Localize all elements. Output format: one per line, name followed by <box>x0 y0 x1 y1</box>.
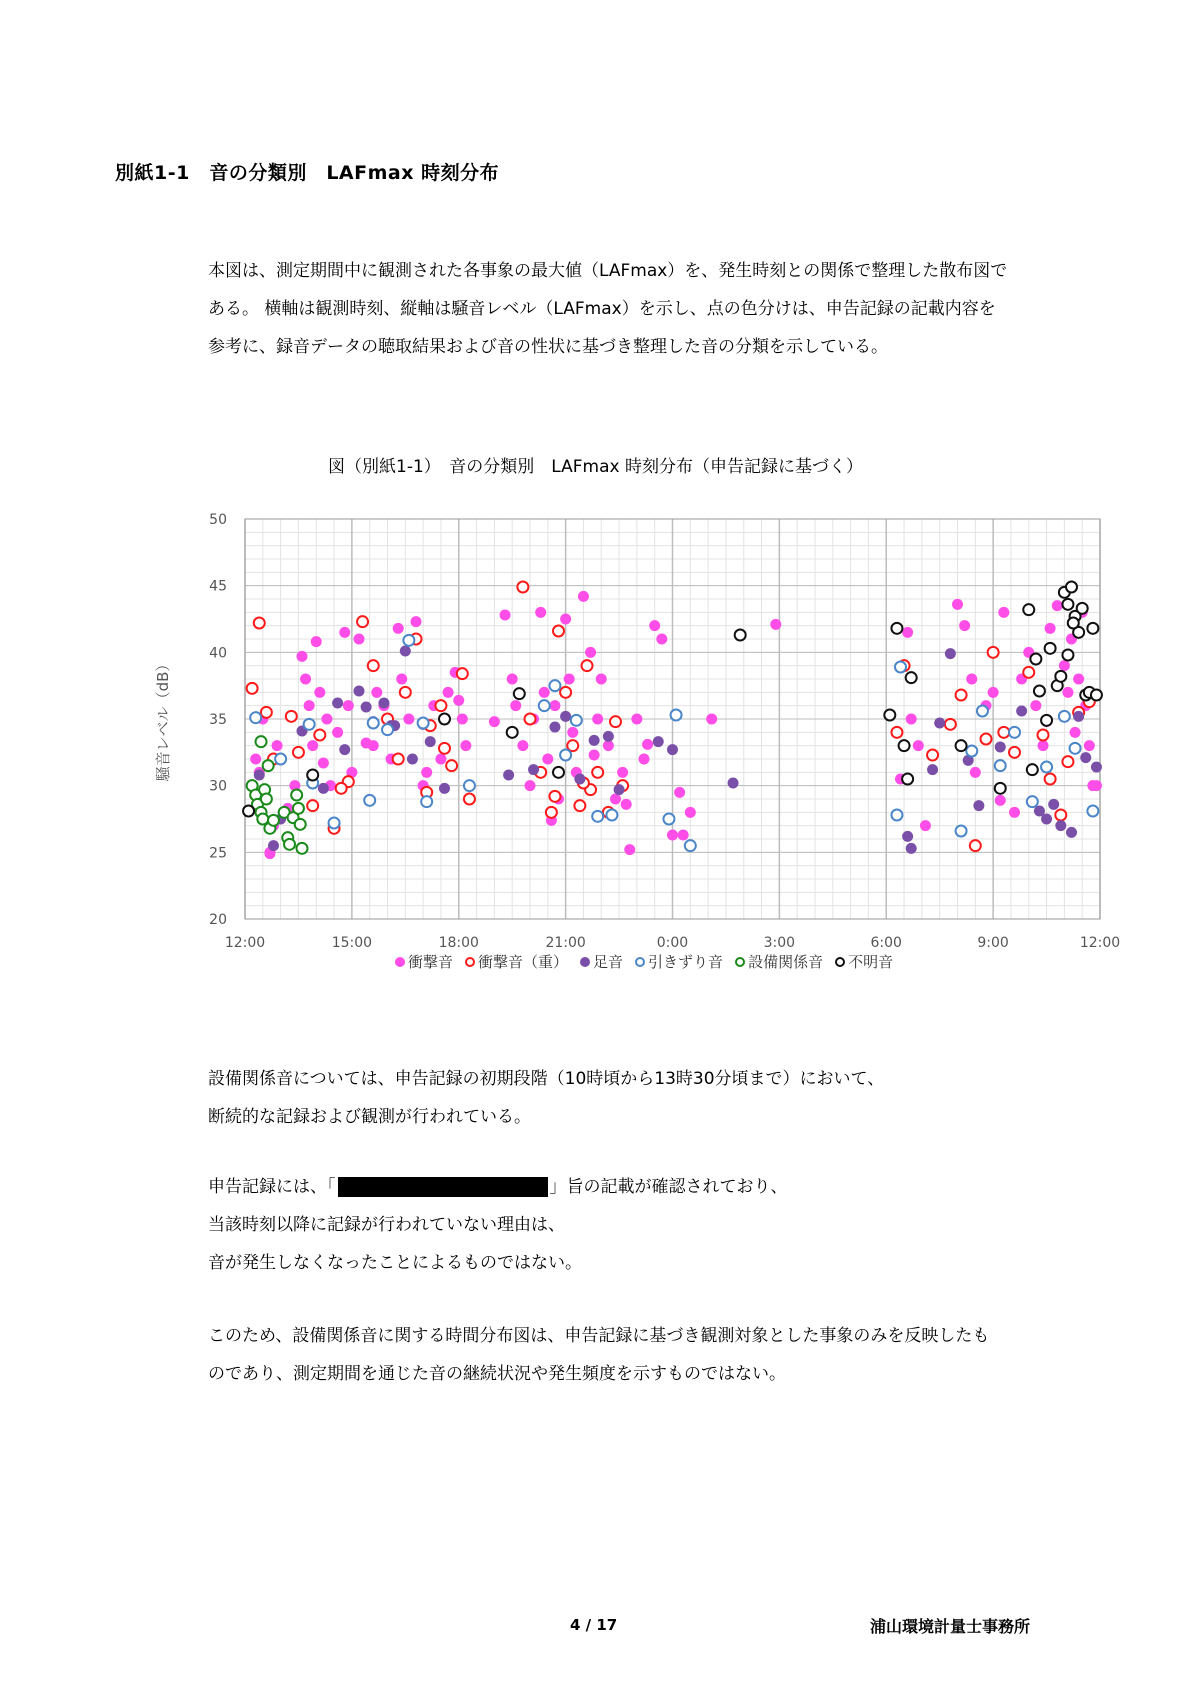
data-point-series-1 <box>293 747 304 758</box>
data-point-series-0 <box>435 754 446 765</box>
data-point-series-3 <box>606 810 617 821</box>
redaction-bar <box>338 1177 548 1197</box>
data-point-series-0 <box>403 714 414 725</box>
data-point-series-4 <box>291 790 302 801</box>
data-point-series-2 <box>667 744 678 755</box>
data-point-series-2 <box>549 722 560 733</box>
data-point-series-2 <box>973 800 984 811</box>
data-point-series-0 <box>913 740 924 751</box>
data-point-series-0 <box>560 614 571 625</box>
data-point-series-0 <box>300 674 311 685</box>
y-tick-label: 40 <box>209 645 227 662</box>
data-point-series-3 <box>1059 711 1070 722</box>
data-point-series-3 <box>1009 727 1020 738</box>
data-point-series-5 <box>1023 604 1034 615</box>
data-point-series-5 <box>439 714 450 725</box>
data-point-series-0 <box>517 740 528 751</box>
intro-line: 本図は、測定期間中に観測された各事象の最大値（LAFmax）を、発生時刻との関係で整理した散布図で <box>208 261 1008 281</box>
data-point-series-0 <box>361 738 372 749</box>
data-point-series-1 <box>1038 730 1049 741</box>
data-point-series-0 <box>920 820 931 831</box>
data-point-series-0 <box>1009 807 1020 818</box>
data-point-series-0 <box>592 714 603 725</box>
data-point-series-5 <box>995 783 1006 794</box>
x-tick-label: 18:00 <box>438 935 479 951</box>
data-point-series-0 <box>1052 600 1063 611</box>
data-point-series-5 <box>1077 603 1088 614</box>
legend-item <box>465 951 568 972</box>
data-point-series-2 <box>653 736 664 747</box>
data-point-series-0 <box>674 787 685 798</box>
data-point-series-5 <box>307 770 318 781</box>
data-point-series-2 <box>934 718 945 729</box>
data-point-series-0 <box>1038 740 1049 751</box>
data-point-series-5 <box>1045 643 1056 654</box>
y-tick-label: 50 <box>209 512 227 528</box>
data-point-series-3 <box>1087 806 1098 817</box>
data-point-series-0 <box>314 687 325 698</box>
data-point-series-1 <box>981 734 992 745</box>
data-point-series-5 <box>1055 671 1066 682</box>
data-point-series-0 <box>1070 727 1081 738</box>
record-paragraph <box>208 1168 1108 1282</box>
data-point-series-0 <box>453 695 464 706</box>
data-point-series-0 <box>959 620 970 631</box>
data-point-series-3 <box>685 840 696 851</box>
data-point-series-3 <box>571 715 582 726</box>
conclusion-line: のであり、測定期間を通じた音の継続状況や発生頻度を示すものではない。 <box>208 1364 786 1384</box>
data-point-series-1 <box>368 660 379 671</box>
data-point-series-0 <box>585 647 596 658</box>
data-point-series-0 <box>667 830 678 841</box>
data-point-series-1 <box>336 783 347 794</box>
data-point-series-5 <box>1062 599 1073 610</box>
data-point-series-1 <box>546 807 557 818</box>
data-point-series-3 <box>250 712 261 723</box>
data-point-series-1 <box>439 743 450 754</box>
chart-title: 図（別紙1-1） 音の分類別 LAFmax 時刻分布（申告記録に基づく） <box>328 457 863 477</box>
data-point-series-2 <box>906 843 917 854</box>
data-point-series-2 <box>400 646 411 657</box>
record-line-1-after: 」旨の記載が確認されており、 <box>549 1177 788 1197</box>
data-point-series-2 <box>425 736 436 747</box>
data-point-series-2 <box>603 731 614 742</box>
data-point-series-2 <box>995 742 1006 753</box>
data-point-series-5 <box>899 740 910 751</box>
data-point-series-5 <box>1030 654 1041 665</box>
data-point-series-0 <box>649 620 660 631</box>
data-point-series-0 <box>642 739 653 750</box>
data-point-series-0 <box>1062 687 1073 698</box>
legend-label: 足音 <box>593 953 624 971</box>
data-point-series-3 <box>549 680 560 691</box>
legend-item <box>395 951 453 972</box>
data-point-series-3 <box>891 810 902 821</box>
data-point-series-2 <box>254 770 265 781</box>
equipment-paragraph <box>208 1060 1108 1136</box>
data-point-series-0 <box>443 687 454 698</box>
data-point-series-3 <box>364 795 375 806</box>
data-point-series-1 <box>247 683 258 694</box>
data-point-series-1 <box>592 767 603 778</box>
data-point-series-1 <box>1062 756 1073 767</box>
y-tick-label: 25 <box>209 845 227 862</box>
data-point-series-2 <box>945 648 956 659</box>
data-point-series-2 <box>927 764 938 775</box>
x-tick-label: 6:00 <box>870 935 902 951</box>
legend-label: 不明音 <box>848 953 894 971</box>
data-point-series-5 <box>1034 686 1045 697</box>
data-point-series-1 <box>400 687 411 698</box>
data-point-series-0 <box>1084 740 1095 751</box>
data-point-series-3 <box>671 710 682 721</box>
legend-item <box>835 951 893 972</box>
legend-marker-icon <box>735 957 745 967</box>
data-point-series-5 <box>507 727 518 738</box>
data-point-series-0 <box>500 610 511 621</box>
y-tick-label: 30 <box>209 778 227 795</box>
data-point-series-5 <box>902 774 913 785</box>
data-point-series-2 <box>614 784 625 795</box>
data-point-series-1 <box>927 750 938 761</box>
data-point-series-0 <box>542 754 553 765</box>
data-point-series-1 <box>956 690 967 701</box>
data-point-series-2 <box>1048 799 1059 810</box>
x-tick-label: 15:00 <box>331 935 373 951</box>
data-point-series-3 <box>304 719 315 730</box>
data-point-series-1 <box>560 687 571 698</box>
data-point-series-1 <box>970 840 981 851</box>
data-point-series-2 <box>902 831 913 842</box>
data-point-series-1 <box>574 800 585 811</box>
data-point-series-0 <box>902 627 913 638</box>
data-point-series-5 <box>735 630 746 641</box>
data-point-series-4 <box>295 819 306 830</box>
data-point-series-0 <box>639 754 650 765</box>
intro-line: ある。 横軸は観測時刻、縦軸は騒音レベル（LAFmax）を示し、点の色分けは、申告記録の記載内容を <box>208 299 996 319</box>
x-tick-label: 3:00 <box>763 935 796 951</box>
page-heading: 別紙1-1 音の分類別 LAFmax 時刻分布 <box>115 162 500 184</box>
data-point-series-1 <box>891 727 902 738</box>
legend-item <box>635 951 723 972</box>
data-point-series-1 <box>517 582 528 593</box>
x-tick-label: 21:00 <box>545 935 586 951</box>
data-point-series-2 <box>1016 706 1027 717</box>
data-point-series-4 <box>256 736 267 747</box>
chart-legend <box>395 951 893 972</box>
data-point-series-0 <box>617 767 628 778</box>
record-line-3: 音が発生しなくなったことによるものではない。 <box>208 1253 582 1273</box>
conclusion-paragraph <box>208 1317 1108 1393</box>
data-point-series-0 <box>678 830 689 841</box>
data-point-series-3 <box>1027 796 1038 807</box>
data-point-series-1 <box>525 714 536 725</box>
data-point-series-3 <box>592 811 603 822</box>
data-point-series-1 <box>357 616 368 627</box>
data-point-series-0 <box>578 591 589 602</box>
record-line-1-before: 申告記録には、「 <box>208 1177 336 1197</box>
data-point-series-5 <box>514 688 525 699</box>
legend-marker-icon <box>465 957 475 967</box>
data-point-series-3 <box>421 796 432 807</box>
data-point-series-4 <box>261 794 272 805</box>
equipment-line: 断続的な記録および観測が行われている。 <box>208 1107 531 1127</box>
data-point-series-0 <box>549 700 560 711</box>
y-tick-label: 35 <box>209 712 227 728</box>
data-point-series-0 <box>770 619 781 630</box>
data-point-series-5 <box>243 806 254 817</box>
data-point-series-1 <box>446 760 457 771</box>
data-point-series-0 <box>411 616 422 627</box>
data-point-series-3 <box>895 662 906 673</box>
data-point-series-4 <box>284 839 295 850</box>
data-point-series-0 <box>307 740 318 751</box>
data-point-series-0 <box>1059 660 1070 671</box>
data-point-series-0 <box>457 714 468 725</box>
x-tick-label: 9:00 <box>977 935 1009 951</box>
data-point-series-3 <box>418 718 429 729</box>
data-point-series-0 <box>621 799 632 810</box>
data-point-series-0 <box>995 795 1006 806</box>
data-point-series-0 <box>567 727 578 738</box>
data-point-series-3 <box>995 760 1006 771</box>
data-point-series-0 <box>1073 674 1084 685</box>
data-point-series-1 <box>393 754 404 765</box>
data-point-series-0 <box>539 687 550 698</box>
data-point-series-1 <box>435 700 446 711</box>
data-point-series-1 <box>1055 810 1066 821</box>
data-point-series-0 <box>1091 780 1102 791</box>
record-line-2: 当該時刻以降に記録が行われていない理由は、 <box>208 1215 565 1235</box>
data-point-series-0 <box>988 687 999 698</box>
data-point-series-0 <box>952 599 963 610</box>
x-tick-label: 12:00 <box>224 935 266 951</box>
y-axis-label: 騒音レベル（dB） <box>154 656 172 782</box>
data-point-series-5 <box>906 672 917 683</box>
data-point-series-0 <box>966 674 977 685</box>
data-point-series-5 <box>1068 618 1079 629</box>
data-point-series-1 <box>582 660 593 671</box>
data-point-series-1 <box>261 707 272 718</box>
data-point-series-3 <box>560 750 571 761</box>
data-point-series-2 <box>332 698 343 709</box>
data-point-series-1 <box>286 711 297 722</box>
intro-line: 参考に、録音データの聴取結果および音の性状に基づき整理した音の分類を示している。 <box>208 337 888 357</box>
data-point-series-0 <box>624 844 635 855</box>
record-line-1 <box>208 1168 1108 1206</box>
page-number: 4 / 17 <box>570 1616 618 1634</box>
data-point-series-2 <box>1055 820 1066 831</box>
data-point-series-0 <box>589 750 600 761</box>
data-point-series-0 <box>507 674 518 685</box>
data-point-series-5 <box>553 767 564 778</box>
data-point-series-0 <box>998 607 1009 618</box>
data-point-series-1 <box>464 794 475 805</box>
data-point-series-2 <box>503 770 514 781</box>
legend-marker-icon <box>580 957 590 967</box>
office-name: 浦山環境計量士事務所 <box>870 1617 1031 1636</box>
data-point-series-0 <box>250 754 261 765</box>
data-point-series-5 <box>1027 764 1038 775</box>
equipment-line: 設備関係音については、申告記録の初期段階（10時頃から13時30分頃まで）において、 <box>208 1069 885 1089</box>
data-point-series-0 <box>371 687 382 698</box>
data-point-series-2 <box>728 778 739 789</box>
data-point-series-1 <box>549 791 560 802</box>
scatter-chart <box>150 495 1121 951</box>
data-point-series-1 <box>254 618 265 629</box>
data-point-series-3 <box>368 718 379 729</box>
data-point-series-5 <box>884 710 895 721</box>
data-point-series-3 <box>956 826 967 837</box>
data-point-series-0 <box>510 700 521 711</box>
data-point-series-3 <box>663 814 674 825</box>
data-point-series-0 <box>332 727 343 738</box>
x-tick-label: 12:00 <box>1079 935 1121 951</box>
data-point-series-0 <box>297 651 308 662</box>
data-point-series-3 <box>382 724 393 735</box>
data-point-series-3 <box>539 700 550 711</box>
data-point-series-2 <box>439 783 450 794</box>
data-point-series-1 <box>314 730 325 741</box>
x-tick-label: 0:00 <box>656 935 689 951</box>
data-point-series-2 <box>268 840 279 851</box>
data-point-series-5 <box>1091 690 1102 701</box>
data-point-series-2 <box>354 686 365 697</box>
data-point-series-2 <box>560 711 571 722</box>
data-point-series-0 <box>906 714 917 725</box>
data-point-series-0 <box>354 634 365 645</box>
data-point-series-4 <box>268 815 279 826</box>
data-point-series-3 <box>1070 743 1081 754</box>
data-point-series-5 <box>1087 623 1098 634</box>
data-point-series-5 <box>956 740 967 751</box>
data-point-series-4 <box>297 843 308 854</box>
data-point-series-0 <box>343 700 354 711</box>
data-point-series-0 <box>460 740 471 751</box>
data-point-series-4 <box>263 760 274 771</box>
data-point-series-2 <box>528 764 539 775</box>
data-point-series-0 <box>596 674 607 685</box>
data-point-series-3 <box>403 635 414 646</box>
legend-marker-icon <box>835 957 845 967</box>
data-point-series-2 <box>1041 814 1052 825</box>
data-point-series-1 <box>1009 747 1020 758</box>
data-point-series-1 <box>945 719 956 730</box>
data-point-series-2 <box>1091 762 1102 773</box>
data-point-series-0 <box>525 780 536 791</box>
data-point-series-1 <box>553 626 564 637</box>
data-point-series-2 <box>339 744 350 755</box>
y-tick-label: 45 <box>209 578 227 595</box>
legend-label: 設備関係音 <box>748 953 824 971</box>
conclusion-line: このため、設備関係音に関する時間分布図は、申告記録に基づき観測対象とした事象のみを反映したも <box>208 1326 990 1346</box>
data-point-series-1 <box>1045 774 1056 785</box>
data-point-series-2 <box>407 754 418 765</box>
data-point-series-0 <box>1030 700 1041 711</box>
legend-marker-icon <box>395 957 405 967</box>
data-point-series-5 <box>1066 582 1077 593</box>
data-point-series-0 <box>304 700 315 711</box>
data-point-series-2 <box>378 698 389 709</box>
data-point-series-2 <box>589 735 600 746</box>
data-point-series-0 <box>706 714 717 725</box>
data-point-series-5 <box>891 623 902 634</box>
data-point-series-1 <box>610 716 621 727</box>
data-point-series-0 <box>272 740 283 751</box>
data-point-series-0 <box>535 607 546 618</box>
data-point-series-2 <box>361 702 372 713</box>
data-point-series-5 <box>1062 650 1073 661</box>
data-point-series-0 <box>685 807 696 818</box>
intro-paragraph <box>208 252 1108 366</box>
legend-label: 衝撃音 <box>408 953 454 971</box>
data-point-series-2 <box>1073 711 1084 722</box>
data-point-series-0 <box>970 767 981 778</box>
data-point-series-0 <box>311 636 322 647</box>
data-point-series-0 <box>396 674 407 685</box>
data-point-series-0 <box>321 714 332 725</box>
data-point-series-3 <box>966 746 977 757</box>
data-point-series-3 <box>329 818 340 829</box>
data-point-series-1 <box>1023 667 1034 678</box>
data-point-series-0 <box>564 674 575 685</box>
data-point-series-1 <box>307 800 318 811</box>
data-point-series-2 <box>1066 827 1077 838</box>
legend-item <box>580 951 623 972</box>
data-point-series-1 <box>998 727 1009 738</box>
data-point-series-3 <box>275 754 286 765</box>
data-point-series-3 <box>1041 762 1052 773</box>
data-point-series-3 <box>464 780 475 791</box>
data-point-series-0 <box>393 623 404 634</box>
legend-marker-icon <box>635 957 645 967</box>
data-point-series-4 <box>293 803 304 814</box>
data-point-series-1 <box>457 668 468 679</box>
data-point-series-0 <box>421 767 432 778</box>
data-point-series-1 <box>988 647 999 658</box>
data-point-series-0 <box>318 758 329 769</box>
data-point-series-0 <box>489 716 500 727</box>
data-point-series-0 <box>339 627 350 638</box>
legend-label: 衝撃音（重） <box>478 953 569 971</box>
data-point-series-0 <box>1045 623 1056 634</box>
legend-label: 引きずり音 <box>648 953 724 971</box>
data-point-series-5 <box>1041 715 1052 726</box>
legend-item <box>735 951 823 972</box>
data-point-series-2 <box>1080 752 1091 763</box>
data-point-series-0 <box>631 714 642 725</box>
data-point-series-3 <box>977 706 988 717</box>
y-tick-label: 20 <box>209 912 227 928</box>
data-point-series-2 <box>318 783 329 794</box>
data-point-series-2 <box>574 774 585 785</box>
data-point-series-0 <box>656 634 667 645</box>
